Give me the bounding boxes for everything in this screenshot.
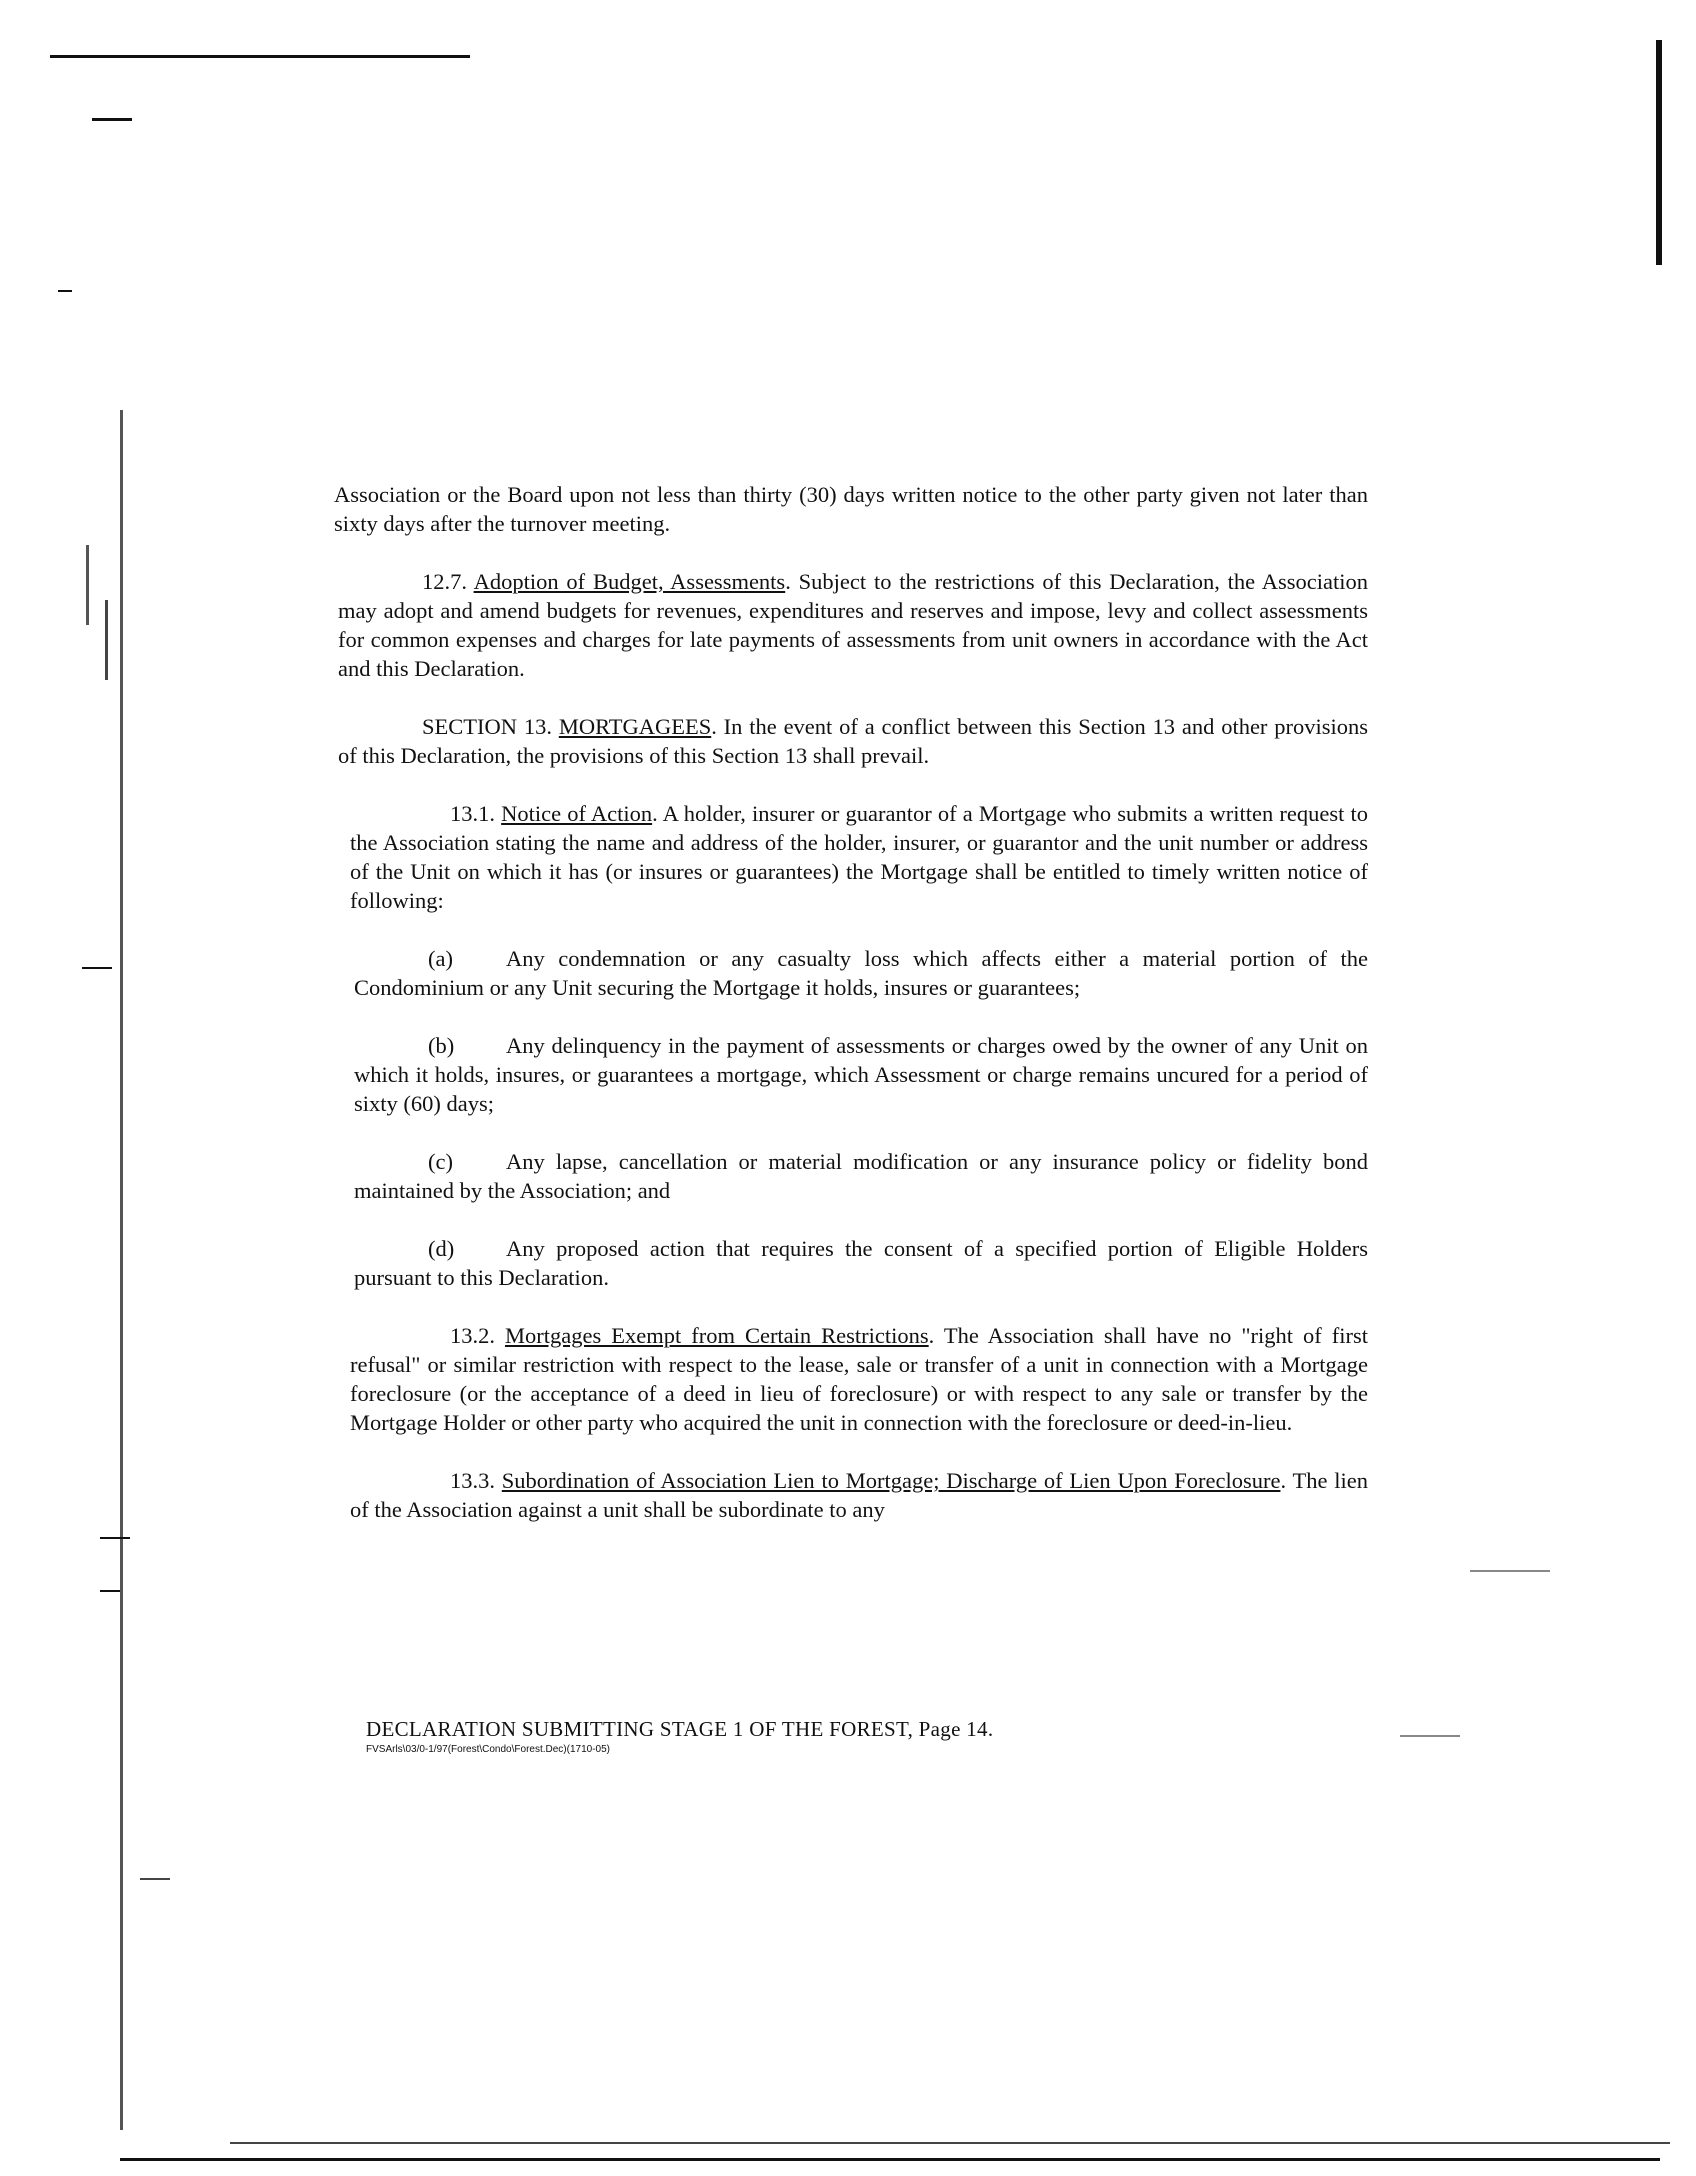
paragraph-section-13 (338, 712, 1368, 770)
scan-right-edge (1656, 40, 1662, 265)
list-item-b (338, 1031, 1368, 1118)
paragraph-13-2 (338, 1321, 1368, 1437)
scan-bottom-line (120, 2158, 1660, 2161)
scan-mark (82, 967, 112, 969)
paragraph-continuation: Association or the Board upon not less than thirty (30) days written notice to the other party given not later than sixty days after the turnover meeting. (334, 482, 1368, 536)
scan-mark (105, 600, 108, 680)
section-number: 13.2. (450, 1323, 495, 1348)
scan-mark (100, 1537, 130, 1539)
page-footer-path: FVSArls\03/0-1/97(Forest\Condo\Forest.Dec)(1710-05) (366, 1744, 610, 1755)
scan-mark (58, 290, 72, 292)
section-number: 13.3. (450, 1468, 495, 1493)
list-item-text: Any condemnation or any casualty loss which affects either a material portion of the Condominium or any Unit securing the Mortgage it holds, insures or guarantees; (354, 946, 1368, 1000)
list-item-label: (a) (428, 946, 453, 971)
section-text: . In the event of a conflict between this Section 13 and other provisions of this Declaration, the provisions of this Section 13 shall prevail. (338, 714, 1369, 768)
scan-mark (92, 118, 132, 121)
scan-top-line (50, 55, 470, 58)
section-number: 12.7. (422, 569, 467, 594)
section-heading: Subordination of Association Lien to Mortgage; Discharge of Lien Upon Foreclosure (501, 1468, 1281, 1493)
scan-left-edge (120, 410, 123, 2130)
section-text: . The lien of the Association against a unit shall be subordinate to any (350, 1468, 1368, 1522)
section-number: 13.1. (450, 801, 495, 826)
section-text: . The Association shall have no "right of first refusal" or similar restriction with respect to the lease, sale or transfer of a unit in connection with a Mortgage foreclosure (or the acceptance of a deed in lieu of foreclosure) or with respect to any sale or transfer by the Mortgage Holder or other party who acquired the unit in connection with the foreclosure or deed-in-lieu. (350, 1323, 1368, 1435)
section-text: . Subject to the restrictions of this Declaration, the Association may adopt and amend budgets for revenues, expenditures and reserves and impose, levy and collect assessments for common expenses and charges for late payments of assessments from unit owners in accordance with the Act and this Declaration. (338, 569, 1368, 681)
document-body (334, 480, 1369, 1553)
page-footer-title: DECLARATION SUBMITTING STAGE 1 OF THE FOREST, Page 14. (366, 1717, 994, 1741)
scan-mark (1400, 1735, 1460, 1737)
section-heading: Notice of Action (501, 801, 653, 826)
paragraph-12-7 (338, 567, 1368, 683)
list-item-label: (c) (428, 1149, 453, 1174)
section-text: . A holder, insurer or guarantor of a Mortgage who submits a written request to the Association stating the name and address of the holder, insurer, or guarantor and the unit number or address of the Unit on which it has (or insures or guarantees) the Mortgage shall be entitled to timely written notice of following: (350, 801, 1369, 913)
section-heading: Adoption of Budget, Assessments (473, 569, 786, 594)
scan-mark (1470, 1570, 1550, 1572)
list-item-label: (d) (428, 1236, 455, 1261)
scan-mark (140, 1878, 170, 1880)
list-item-text: Any lapse, cancellation or material modification or any insurance policy or fidelity bond maintained by the Association; and (354, 1149, 1368, 1203)
scan-mark (86, 545, 89, 625)
list-item-text: Any proposed action that requires the consent of a specified portion of Eligible Holders pursuant to this Declaration. (354, 1236, 1368, 1290)
paragraph-13-3 (338, 1466, 1368, 1524)
section-number: SECTION 13. (422, 714, 552, 739)
scan-bottom-line-2 (230, 2142, 1670, 2144)
list-item-c (338, 1147, 1368, 1205)
list-item-d (338, 1234, 1368, 1292)
section-heading: Mortgages Exempt from Certain Restrictions (505, 1323, 929, 1348)
paragraph-13-1 (338, 799, 1368, 915)
section-heading: MORTGAGEES (558, 714, 712, 739)
list-item-a (338, 944, 1368, 1002)
scan-mark (100, 1590, 120, 1592)
list-item-label: (b) (428, 1033, 455, 1058)
list-item-text: Any delinquency in the payment of assessments or charges owed by the owner of any Unit on which it holds, insures, or guarantees a mortgage, which Assessment or charge remains uncured for a period of sixty (60) days; (354, 1033, 1368, 1116)
